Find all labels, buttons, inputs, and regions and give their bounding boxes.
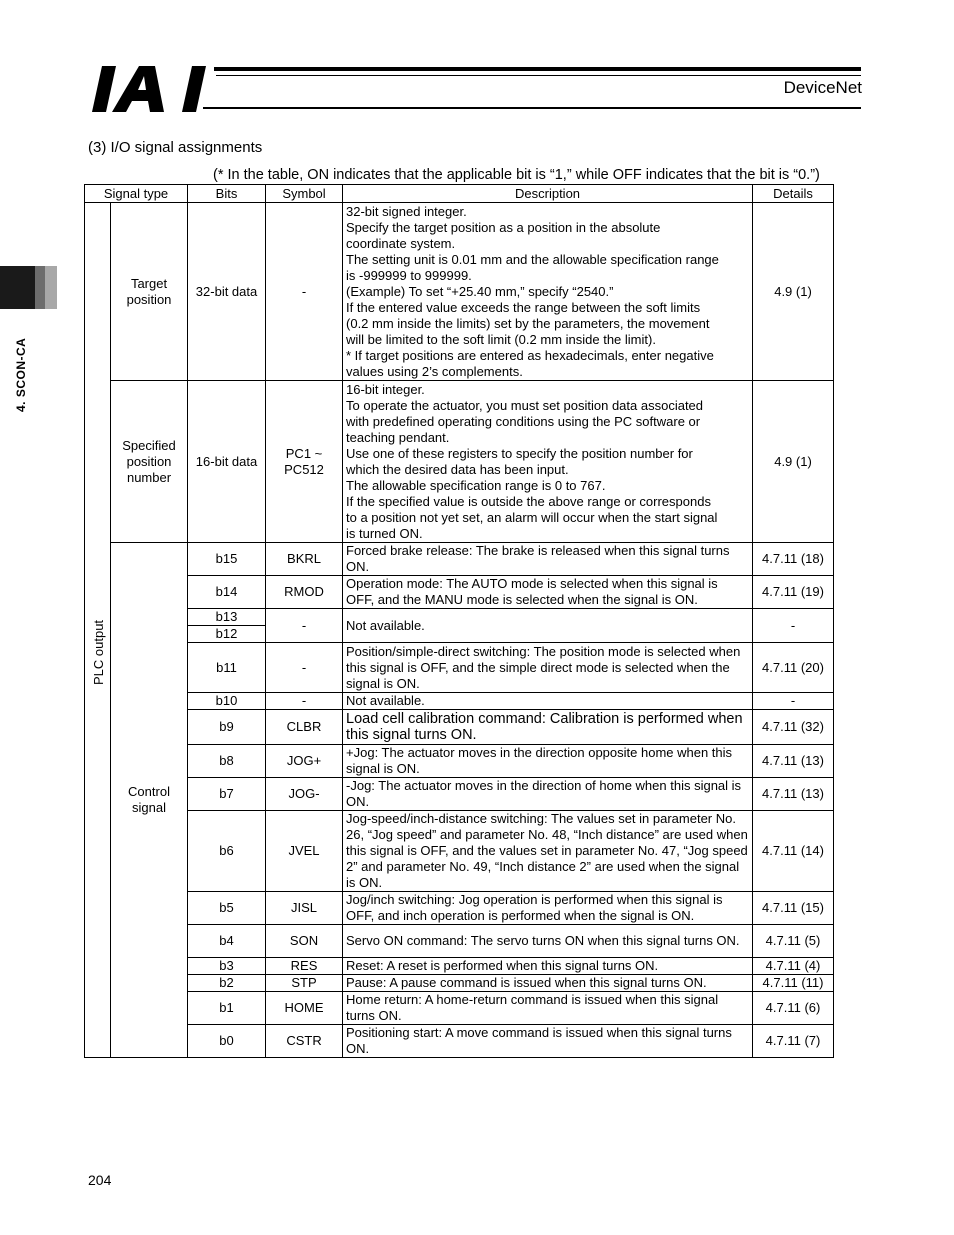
bits-cell: 32-bit data	[188, 203, 266, 381]
description-line: (0.2 mm inside the limits) set by the parameters, the movement	[346, 315, 710, 331]
side-tab-marker	[0, 266, 35, 309]
description-line: which the desired data has been input.	[346, 461, 569, 477]
description-cell: Jog/inch switching: Jog operation is performed when this signal is OFF, and inch operation is performed when the signal is ON.	[343, 892, 753, 925]
details-cell: 4.7.11 (7)	[753, 1025, 834, 1058]
details-cell: 4.7.11 (32)	[753, 710, 834, 745]
symbol-cell: JVEL	[266, 811, 343, 892]
symbol-cell: BKRL	[266, 543, 343, 576]
signal-type-cell: Target position	[111, 203, 188, 381]
details-cell: 4.7.11 (6)	[753, 992, 834, 1025]
table-row	[85, 543, 834, 576]
side-chapter-label: 4. SCON-CA	[14, 337, 28, 412]
iai-logo	[92, 66, 210, 112]
section-title: (3) I/O signal assignments	[88, 139, 263, 156]
signal-type-cell: Specified position number	[111, 381, 188, 543]
symbol-cell: -	[266, 203, 343, 381]
description-cell	[343, 381, 753, 543]
symbol-cell: CLBR	[266, 710, 343, 745]
details-cell: 4.7.11 (5)	[753, 925, 834, 958]
description-line: values using 2’s complements.	[346, 363, 523, 379]
page-number: 204	[88, 1172, 112, 1188]
side-tab-marker-mid	[35, 266, 45, 309]
table-row	[85, 975, 834, 992]
description-line: The allowable specification range is 0 to 767.	[346, 477, 606, 493]
header-rule-thick	[214, 67, 861, 71]
description-cell: Forced brake release: The brake is released when this signal turns ON.	[343, 543, 753, 576]
description-line: To operate the actuator, you must set position data associated	[346, 397, 704, 413]
details-cell: 4.7.11 (18)	[753, 543, 834, 576]
description-cell: Positioning start: A move command is issued when this signal turns ON.	[343, 1025, 753, 1058]
symbol-cell: RMOD	[266, 576, 343, 609]
table-row	[85, 925, 834, 958]
details-cell: 4.7.11 (14)	[753, 811, 834, 892]
header-title: DeviceNet	[783, 78, 862, 97]
details-cell: 4.7.11 (19)	[753, 576, 834, 609]
bits-cell: b6	[188, 811, 266, 892]
table-row	[85, 1025, 834, 1058]
description-cell: Load cell calibration command: Calibration is performed when this signal turns ON.	[343, 710, 753, 745]
description-line: to a position not yet set, an alarm will occur when the start signal	[346, 509, 718, 525]
bits-cell: b10	[188, 693, 266, 710]
table-row	[85, 992, 834, 1025]
io-signal-table	[84, 184, 834, 1058]
table-row	[85, 693, 834, 710]
symbol-cell: CSTR	[266, 1025, 343, 1058]
description-line: Specify the target position as a position in the absolute	[346, 219, 661, 235]
bits-cell: b9	[188, 710, 266, 745]
table-header-row	[85, 185, 834, 203]
details-cell: 4.7.11 (15)	[753, 892, 834, 925]
header-bits: Bits	[188, 185, 266, 203]
table-row	[85, 710, 834, 745]
description-cell: Home return: A home-return command is issued when this signal turns ON.	[343, 992, 753, 1025]
header-description: Description	[343, 185, 753, 203]
description-cell: +Jog: The actuator moves in the direction opposite home when this signal is ON.	[343, 745, 753, 778]
bits-cell: b2	[188, 975, 266, 992]
description-line: If the entered value exceeds the range between the soft limits	[346, 299, 701, 315]
description-line: If the specified value is outside the above range or corresponds	[346, 493, 711, 509]
description-cell: Pause: A pause command is issued when this signal turns ON.	[343, 975, 753, 992]
description-cell: Not available.	[343, 693, 753, 710]
description-cell: Jog-speed/inch-distance switching: The values set in parameter No. 26, “Jog speed” and parameter No. 48, “Inch distance” are used when this signal is OFF, and the values set in parameter No. 47, “Jog speed 2” and parameter No. 49, “Inch distance 2” are used when the signal is ON.	[343, 811, 753, 892]
symbol-cell: -	[266, 693, 343, 710]
symbol-cell: JISL	[266, 892, 343, 925]
description-cell: Position/simple-direct switching: The position mode is selected when this signal is OFF, and the simple direct mode is selected when the signal is ON.	[343, 643, 753, 693]
header-details: Details	[753, 185, 834, 203]
plc-output-cell	[85, 203, 111, 1058]
side-tab-marker-light	[45, 266, 57, 309]
bits-cell: 16-bit data	[188, 381, 266, 543]
table-row	[85, 609, 834, 626]
details-cell: 4.7.11 (4)	[753, 958, 834, 975]
description-line: coordinate system.	[346, 235, 456, 251]
description-cell: -Jog: The actuator moves in the direction of home when this signal is ON.	[343, 778, 753, 811]
table-row	[85, 811, 834, 892]
header-signal-type: Signal type	[85, 185, 188, 203]
table-note: (* In the table, ON indicates that the applicable bit is “1,” while OFF indicates that the bit is “0.”)	[213, 167, 820, 183]
description-line: is turned ON.	[346, 525, 423, 541]
symbol-cell: PC1 ~ PC512	[266, 381, 343, 543]
table-row	[85, 643, 834, 693]
signal-type-cell: Control signal	[111, 543, 188, 1058]
description-cell: Servo ON command: The servo turns ON when this signal turns ON.	[343, 925, 753, 958]
symbol-cell: -	[266, 609, 343, 643]
symbol-cell: RES	[266, 958, 343, 975]
details-cell: 4.7.11 (20)	[753, 643, 834, 693]
details-cell: 4.9 (1)	[753, 381, 834, 543]
symbol-cell: JOG-	[266, 778, 343, 811]
bits-cell: b1	[188, 992, 266, 1025]
bits-cell: b0	[188, 1025, 266, 1058]
table-row	[85, 778, 834, 811]
description-line: * If target positions are entered as hexadecimals, enter negative	[346, 347, 714, 363]
description-line: teaching pendant.	[346, 429, 450, 445]
bits-cell: b5	[188, 892, 266, 925]
table-row	[85, 203, 834, 381]
description-line: (Example) To set “+25.40 mm,” specify “2540.”	[346, 283, 614, 299]
plc-output-label: PLC output	[91, 619, 106, 685]
description-line: 16-bit integer.	[346, 381, 425, 397]
description-line: will be limited to the soft limit (0.2 mm inside the limit).	[346, 331, 656, 347]
symbol-cell: JOG+	[266, 745, 343, 778]
symbol-cell: SON	[266, 925, 343, 958]
description-line: is -999999 to 999999.	[346, 267, 472, 283]
bits-cell: b11	[188, 643, 266, 693]
details-cell: 4.7.11 (11)	[753, 975, 834, 992]
description-cell: Operation mode: The AUTO mode is selected when this signal is OFF, and the MANU mode is selected when the signal is ON.	[343, 576, 753, 609]
header-rule-thin	[216, 75, 861, 76]
bits-cell: b15	[188, 543, 266, 576]
table-row	[85, 958, 834, 975]
details-cell: -	[753, 693, 834, 710]
bits-cell: b12	[188, 626, 266, 643]
table-row	[85, 381, 834, 543]
description-cell	[343, 203, 753, 381]
bits-cell: b14	[188, 576, 266, 609]
description-line: The setting unit is 0.01 mm and the allowable specification range	[346, 251, 719, 267]
bits-cell: b7	[188, 778, 266, 811]
details-cell: -	[753, 609, 834, 643]
bits-cell: b4	[188, 925, 266, 958]
description-line: Use one of these registers to specify the position number for	[346, 445, 693, 461]
details-cell: 4.7.11 (13)	[753, 745, 834, 778]
details-cell: 4.9 (1)	[753, 203, 834, 381]
table-row	[85, 892, 834, 925]
table-row	[85, 576, 834, 609]
symbol-cell: HOME	[266, 992, 343, 1025]
details-cell: 4.7.11 (13)	[753, 778, 834, 811]
description-line: 32-bit signed integer.	[346, 203, 467, 219]
table-row	[85, 745, 834, 778]
symbol-cell: -	[266, 643, 343, 693]
description-line: with predefined operating conditions using the PC software or	[346, 413, 701, 429]
header-symbol: Symbol	[266, 185, 343, 203]
bits-cell: b3	[188, 958, 266, 975]
bits-cell: b8	[188, 745, 266, 778]
symbol-cell: STP	[266, 975, 343, 992]
bits-cell: b13	[188, 609, 266, 626]
description-cell: Not available.	[343, 609, 753, 643]
header-rule-bottom	[203, 107, 861, 109]
description-cell: Reset: A reset is performed when this signal turns ON.	[343, 958, 753, 975]
